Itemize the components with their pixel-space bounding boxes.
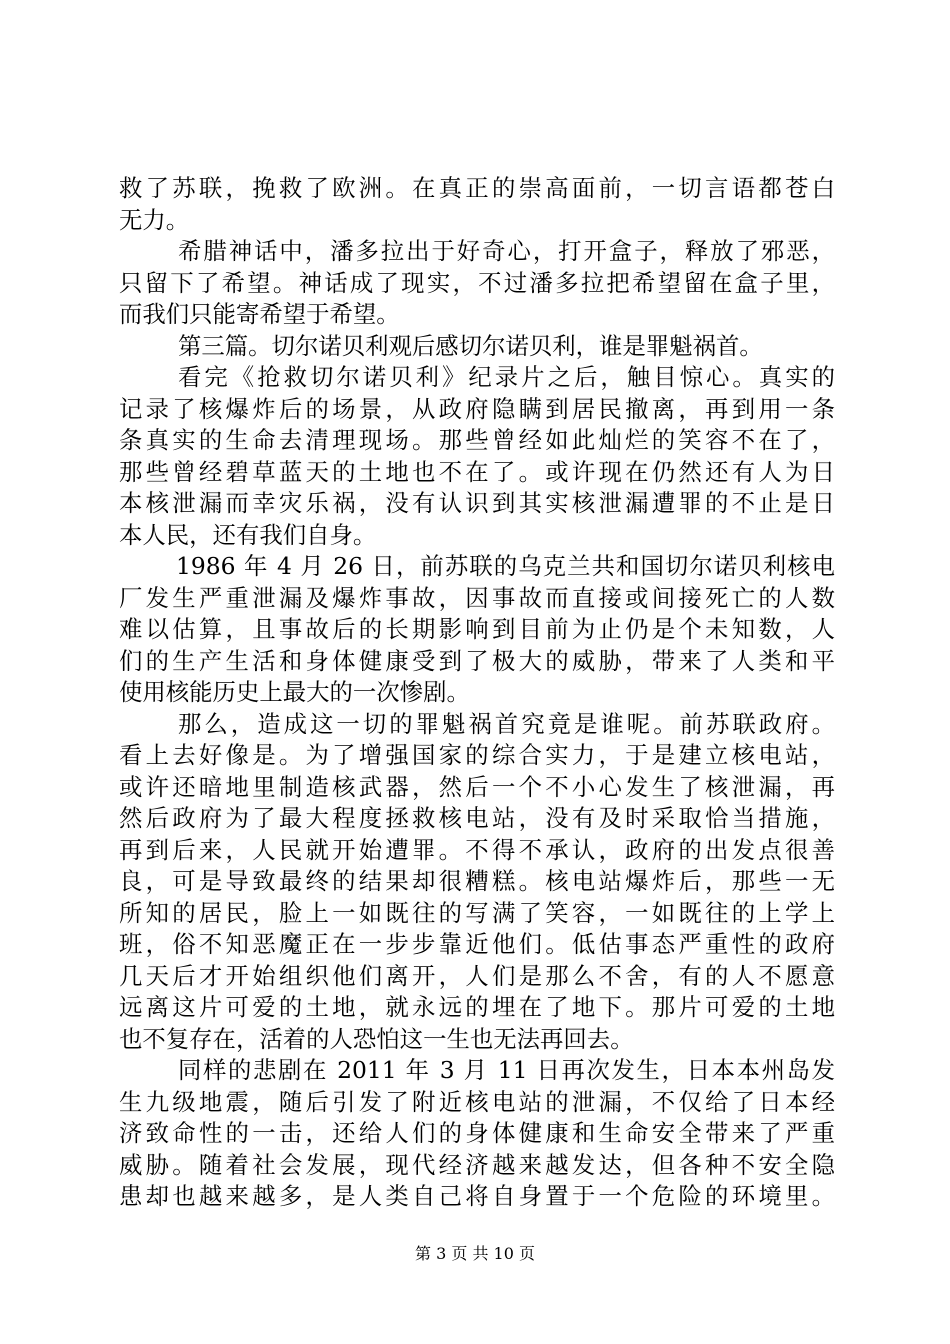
paragraph xyxy=(119,1055,835,1213)
text-line: 而我们只能寄希望于希望。 xyxy=(119,300,400,328)
text-line: 难以估算，且事故后的长期影响到目前为止仍是个未知数，人 xyxy=(119,615,835,643)
section-heading: 第三篇。切尔诺贝利观后感切尔诺贝利，谁是罪魁祸首。 xyxy=(178,331,763,360)
text-line: 本人民，还有我们自身。 xyxy=(119,520,377,549)
page-footer xyxy=(0,1244,950,1264)
text-line: 只留下了希望。神话成了现实，不过潘多拉把希望留在盒子里， xyxy=(119,268,835,297)
text-line: 生九级地震，随后引发了附近核电站的泄漏，不仅给了日本经 xyxy=(119,1087,835,1116)
text-line: 然后政府为了最大程度拯救核电站，没有及时采取恰当措施， xyxy=(119,804,835,832)
text-line: 1986 年 4 月 26 日，前苏联的乌克兰共和国切尔诺贝利核电 xyxy=(176,552,835,580)
paragraph xyxy=(119,236,835,331)
text-line: 济致命性的一击，还给人们的身体健康和生命安全带来了严重 xyxy=(119,1119,835,1147)
text-line: 远离这片可爱的土地，就永远的埋在了地下。那片可爱的土地 xyxy=(119,993,835,1021)
text-line: 条真实的生命去清理现场。那些曾经如此灿烂的笑容不在了， xyxy=(119,426,835,454)
text-line: 本核泄漏而幸灾乐祸，没有认识到其实核泄漏遭罪的不止是日 xyxy=(119,489,835,517)
text-line: 看完《抢救切尔诺贝利》纪录片之后，触目惊心。真实的 xyxy=(178,363,835,391)
text-line: 同样的悲剧在 2011 年 3 月 11 日再次发生，日本本州岛发 xyxy=(178,1056,835,1084)
paragraph xyxy=(119,173,835,236)
text-line: 救了苏联，挽救了欧洲。在真正的崇高面前，一切言语都苍白 xyxy=(119,174,835,202)
text-line: 看上去好像是。为了增强国家的综合实力，于是建立核电站， xyxy=(119,741,835,769)
text-line: 记录了核爆炸后的场景，从政府隐瞒到居民撤离，再到用一条 xyxy=(119,394,835,423)
text-line: 所知的居民，脸上一如既往的写满了笑容，一如既往的上学上 xyxy=(119,898,835,927)
text-line: 也不复存在，活着的人恐怕这一生也无法再回去。 xyxy=(119,1024,634,1053)
text-line: 再到后来，人民就开始遭罪。不得不承认，政府的出发点很善 xyxy=(119,835,835,864)
paragraph xyxy=(119,362,835,551)
text-line: 希腊神话中，潘多拉出于好奇心，打开盒子，释放了邪恶， xyxy=(178,237,835,265)
text-line: 几天后才开始组织他们离开，人们是那么不舍，有的人不愿意 xyxy=(119,961,835,990)
text-line: 班，俗不知恶魔正在一步步靠近他们。低估事态严重性的政府 xyxy=(119,930,835,958)
paragraph xyxy=(119,331,835,363)
document-body xyxy=(119,173,835,1213)
text-line: 威胁。随着社会发展，现代经济越来越发达，但各种不安全隐 xyxy=(119,1150,835,1179)
text-line: 良，可是导致最终的结果却很糟糕。核电站爆炸后，那些一无 xyxy=(119,867,835,895)
text-line: 们的生产生活和身体健康受到了极大的威胁，带来了人类和平 xyxy=(119,646,835,675)
page-number: 第 3 页 共 10 页 xyxy=(415,1244,535,1263)
text-line: 无力。 xyxy=(119,205,190,234)
paragraph xyxy=(119,551,835,709)
text-line: 或许还暗地里制造核武器，然后一个不小心发生了核泄漏，再 xyxy=(119,772,835,801)
paragraph xyxy=(119,709,835,1056)
text-line: 那么，造成这一切的罪魁祸首究竟是谁呢。前苏联政府。 xyxy=(178,709,835,738)
text-line: 厂发生严重泄漏及爆炸事故，因事故而直接或间接死亡的人数 xyxy=(119,583,835,612)
text-line: 那些曾经碧草蓝天的土地也不在了。或许现在仍然还有人为日 xyxy=(119,457,835,486)
text-line: 使用核能历史上最大的一次惨剧。 xyxy=(119,678,470,706)
text-line: 患却也越来越多，是人类自己将自身置于一个危险的环境里。 xyxy=(119,1182,835,1210)
